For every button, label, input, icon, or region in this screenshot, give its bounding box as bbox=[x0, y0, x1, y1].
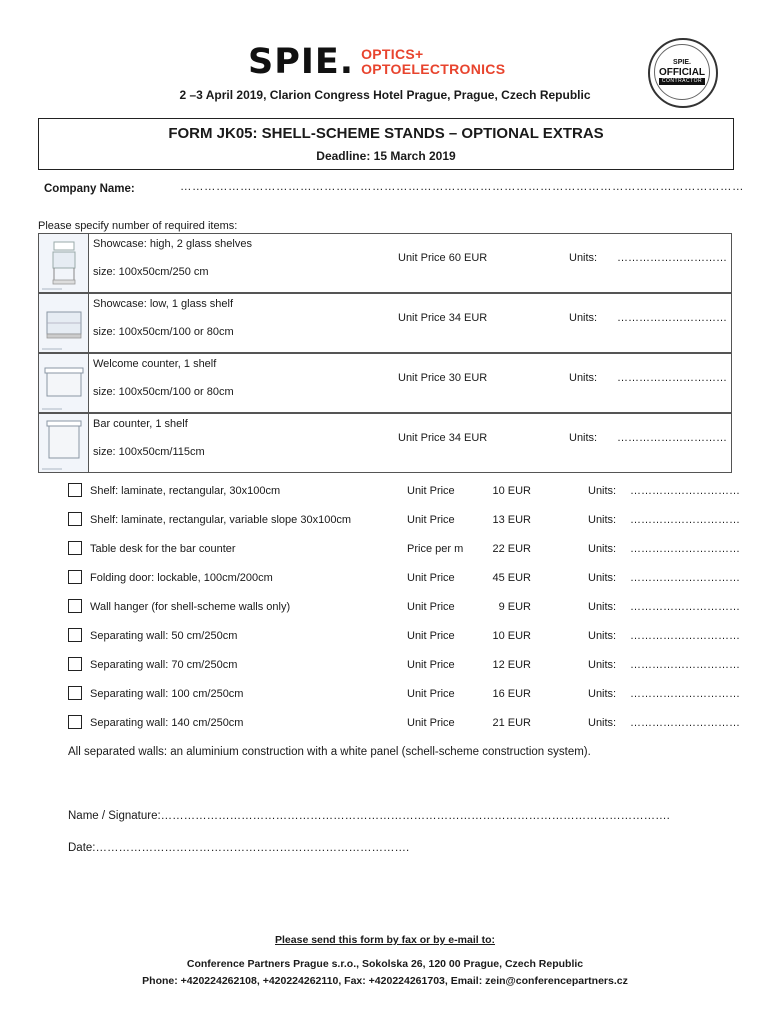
footer-contact: Phone: +420224262108, +420224262110, Fax: +420224261703, Email: zein@conferencepartners.cz bbox=[142, 975, 628, 987]
logo-dot: . bbox=[339, 41, 354, 82]
item-row-welcome-counter bbox=[38, 353, 732, 413]
item-row-bar-counter bbox=[38, 413, 732, 473]
extra-units-label: Units: bbox=[588, 543, 617, 555]
extra-row bbox=[68, 686, 740, 704]
extra-price: 22 EUR bbox=[492, 543, 531, 555]
extra-row bbox=[68, 599, 740, 617]
logo-line-1: OPTICS+ bbox=[361, 46, 424, 62]
item-units-label: Units: bbox=[569, 252, 598, 264]
extra-row bbox=[68, 715, 740, 733]
extra-row bbox=[68, 657, 740, 675]
extra-label: Separating wall: 100 cm/250cm bbox=[90, 688, 244, 700]
extra-units-field[interactable]: ………………………… bbox=[630, 717, 740, 729]
item-price: Unit Price 34 EUR bbox=[398, 312, 488, 324]
extra-units-label: Units: bbox=[588, 688, 617, 700]
item-units-label: Units: bbox=[569, 432, 598, 444]
item-size: size: 100x50cm/100 or 80cm bbox=[93, 386, 234, 398]
footer-address: Conference Partners Prague s.r.o., Sokolska 26, 120 00 Prague, Czech Republic bbox=[186, 958, 584, 970]
walls-note: All separated walls: an aluminium construction with a white panel (schell-scheme construction system). bbox=[68, 746, 591, 758]
extra-row bbox=[68, 541, 740, 559]
badge-title: OFFICIAL bbox=[658, 67, 706, 78]
showcase-high-image bbox=[39, 234, 89, 292]
logo-wordmark: SPIE bbox=[248, 41, 340, 82]
extra-units-field[interactable]: ………………………… bbox=[630, 688, 740, 700]
send-instructions: Please send this form by fax or by e-mail to: bbox=[275, 934, 495, 946]
item-price: Unit Price 34 EUR bbox=[398, 432, 488, 444]
item-size: size: 100x50cm/100 or 80cm bbox=[93, 326, 234, 338]
extra-price-type: Price per m bbox=[407, 543, 464, 555]
date-field[interactable]: Date:………………………………………………………………………. bbox=[68, 842, 410, 854]
checkbox[interactable] bbox=[68, 599, 82, 613]
form-title-box bbox=[38, 118, 734, 170]
item-units-label: Units: bbox=[569, 312, 598, 324]
extra-price-type: Unit Price bbox=[407, 717, 455, 729]
item-name: Welcome counter, 1 shelf bbox=[93, 358, 217, 370]
extra-price: 10 EUR bbox=[492, 630, 531, 642]
extra-price: 9 EUR bbox=[498, 601, 531, 613]
form-title: FORM JK05: SHELL-SCHEME STANDS – OPTIONAL EXTRAS bbox=[168, 125, 604, 142]
extra-units-field[interactable]: ………………………… bbox=[630, 630, 740, 642]
company-name-field[interactable]: …………………………………………………………………………………………………………………………… bbox=[180, 181, 744, 193]
extra-label: Folding door: lockable, 100cm/200cm bbox=[90, 572, 273, 584]
extra-units-field[interactable]: ………………………… bbox=[630, 485, 740, 497]
checkbox[interactable] bbox=[68, 541, 82, 555]
checkbox[interactable] bbox=[68, 715, 82, 729]
extra-label: Separating wall: 140 cm/250cm bbox=[90, 717, 244, 729]
item-units-field[interactable]: ………………………… bbox=[617, 372, 727, 384]
extra-price-type: Unit Price bbox=[407, 659, 455, 671]
extra-units-label: Units: bbox=[588, 485, 617, 497]
extra-price: 10 EUR bbox=[492, 485, 531, 497]
checkbox[interactable] bbox=[68, 686, 82, 700]
name-signature-field[interactable]: Name / Signature:……………………………………………………………………………………………………………………. bbox=[68, 810, 670, 822]
extra-label: Shelf: laminate, rectangular, 30x100cm bbox=[90, 485, 281, 497]
extra-row bbox=[68, 512, 740, 530]
extra-row bbox=[68, 628, 740, 646]
extra-units-label: Units: bbox=[588, 717, 617, 729]
extra-units-label: Units: bbox=[588, 514, 617, 526]
item-size: size: 100x50cm/115cm bbox=[93, 446, 205, 458]
extra-price-type: Unit Price bbox=[407, 572, 455, 584]
extra-label: Wall hanger (for shell-scheme walls only) bbox=[90, 601, 291, 613]
extra-price-type: Unit Price bbox=[407, 630, 455, 642]
extra-label: Separating wall: 50 cm/250cm bbox=[90, 630, 238, 642]
event-info: 2 –3 April 2019, Clarion Congress Hotel Prague, Prague, Czech Republic bbox=[179, 88, 591, 102]
extra-label: Table desk for the bar counter bbox=[90, 543, 236, 555]
extra-units-field[interactable]: ………………………… bbox=[630, 543, 740, 555]
extra-price-type: Unit Price bbox=[407, 485, 455, 497]
item-price: Unit Price 30 EUR bbox=[398, 372, 488, 384]
checkbox[interactable] bbox=[68, 657, 82, 671]
extra-units-field[interactable]: ………………………… bbox=[630, 514, 740, 526]
bar-counter-image bbox=[39, 414, 89, 472]
extra-price-type: Unit Price bbox=[407, 601, 455, 613]
extra-price-type: Unit Price bbox=[407, 688, 455, 700]
logo-line-2: OPTOELECTRONICS bbox=[361, 61, 506, 77]
showcase-low-image bbox=[39, 294, 89, 352]
checkbox[interactable] bbox=[68, 628, 82, 642]
item-size: size: 100x50cm/250 cm bbox=[93, 266, 209, 278]
extra-units-label: Units: bbox=[588, 572, 617, 584]
item-name: Showcase: high, 2 glass shelves bbox=[93, 238, 252, 250]
extra-price: 21 EUR bbox=[492, 717, 531, 729]
extra-price: 13 EUR bbox=[492, 514, 531, 526]
checkbox[interactable] bbox=[68, 570, 82, 584]
instructions: Please specify number of required items: bbox=[38, 220, 238, 232]
extra-price: 16 EUR bbox=[492, 688, 531, 700]
extra-price-type: Unit Price bbox=[407, 514, 455, 526]
extra-price: 45 EUR bbox=[492, 572, 531, 584]
badge-brand: SPIE. bbox=[673, 59, 691, 66]
extra-units-field[interactable]: ………………………… bbox=[630, 659, 740, 671]
extra-units-label: Units: bbox=[588, 659, 617, 671]
item-name: Showcase: low, 1 glass shelf bbox=[93, 298, 234, 310]
extra-row bbox=[68, 483, 740, 501]
logo-subtitle bbox=[361, 47, 505, 77]
item-units-field[interactable]: ………………………… bbox=[617, 432, 727, 444]
spie-logo bbox=[248, 42, 505, 82]
item-row-showcase-high bbox=[38, 233, 732, 293]
extra-label: Separating wall: 70 cm/250cm bbox=[90, 659, 238, 671]
extra-row bbox=[68, 570, 740, 588]
extra-units-label: Units: bbox=[588, 601, 617, 613]
checkbox[interactable] bbox=[68, 483, 82, 497]
extra-units-field[interactable]: ………………………… bbox=[630, 601, 740, 613]
extra-units-field[interactable]: ………………………… bbox=[630, 572, 740, 584]
item-units-field[interactable]: ………………………… bbox=[617, 252, 727, 264]
badge-subtitle: CONTRACTOR bbox=[659, 78, 705, 85]
form-deadline: Deadline: 15 March 2019 bbox=[316, 149, 456, 163]
extra-units-label: Units: bbox=[588, 630, 617, 642]
company-name-label: Company Name: bbox=[44, 183, 135, 195]
item-units-label: Units: bbox=[569, 372, 598, 384]
item-row-showcase-low bbox=[38, 293, 732, 353]
checkbox[interactable] bbox=[68, 512, 82, 526]
item-units-field[interactable]: ………………………… bbox=[617, 312, 727, 324]
item-price: Unit Price 60 EUR bbox=[398, 252, 488, 264]
extra-label: Shelf: laminate, rectangular, variable slope 30x100cm bbox=[90, 514, 352, 526]
extra-price: 12 EUR bbox=[492, 659, 531, 671]
welcome-counter-image bbox=[39, 354, 89, 412]
item-name: Bar counter, 1 shelf bbox=[93, 418, 188, 430]
